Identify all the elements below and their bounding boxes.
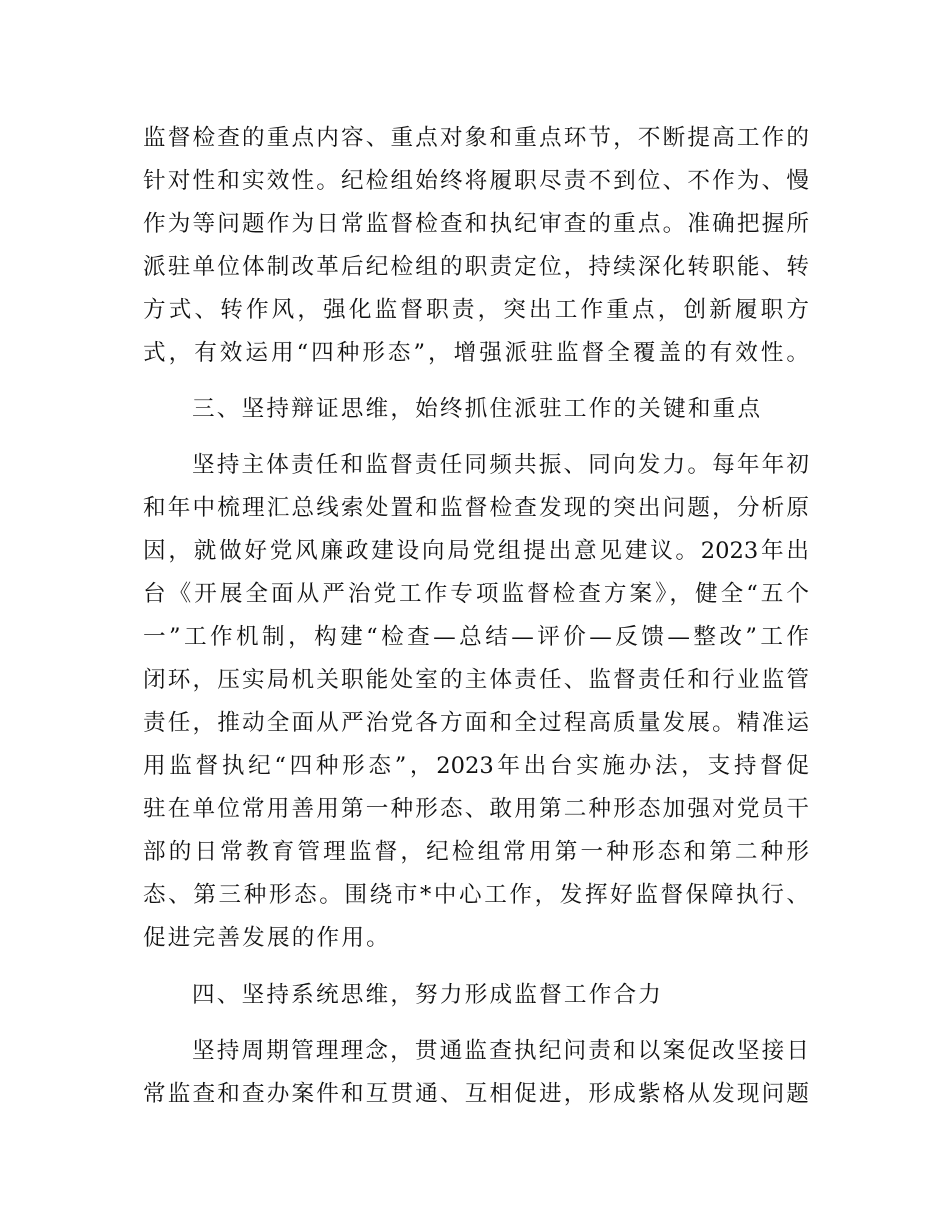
- body-line: 派驻单位体制改革后纪检组的职责定位，持续深化转职能、转: [143, 254, 809, 280]
- body-line: 用监督执纪“四种形态”，2023年出台实施办法，支持督促: [143, 753, 809, 779]
- body-line: 和年中梳理汇总线索处置和监督检查发现的突出问题，分析原: [143, 495, 809, 521]
- section-heading-3: 三、坚持辩证思维，始终抓住派驻工作的关键和重点: [192, 396, 763, 422]
- body-line: 促进完善发展的作用。: [143, 925, 391, 951]
- body-line: 责任，推动全面从严治党各方面和全过程高质量发展。精准运: [143, 710, 809, 736]
- body-line: 式，有效运用“四种形态”，增强派驻监督全覆盖的有效性。: [143, 340, 809, 366]
- body-line: 因，就做好党风廉政建设向局党组提出意见建议。2023年出: [143, 538, 809, 564]
- body-line: 一”工作机制，构建“检查—总结—评价—反馈—整改”工作: [143, 624, 809, 650]
- section-heading-4: 四、坚持系统思维，努力形成监督工作合力: [192, 982, 664, 1008]
- body-line: 闭环，压实局机关职能处室的主体责任、监督责任和行业监管: [143, 667, 809, 693]
- body-line: 针对性和实效性。纪检组始终将履职尽责不到位、不作为、慢: [143, 168, 809, 194]
- body-line: 监督检查的重点内容、重点对象和重点环节，不断提高工作的: [143, 125, 809, 151]
- body-line: 部的日常教育管理监督，纪检组常用第一种形态和第二种形: [143, 839, 809, 865]
- body-line: 坚持主体责任和监督责任同频共振、同向发力。每年年初: [192, 452, 809, 478]
- body-line: 作为等问题作为日常监督检查和执纪审查的重点。准确把握所: [143, 211, 809, 237]
- body-line: 驻在单位常用善用第一种形态、敢用第二种形态加强对党员干: [143, 796, 809, 822]
- body-line: 坚持周期管理理念，贯通监查执纪问责和以案促改坚接日: [192, 1038, 809, 1064]
- body-line: 态、第三种形态。围绕市*中心工作，发挥好监督保障执行、: [143, 882, 809, 908]
- body-line: 方式、转作风，强化监督职责，突出工作重点，创新履职方: [143, 297, 809, 323]
- body-line: 台《开展全面从严治党工作专项监督检查方案》，健全“五个: [143, 581, 809, 607]
- body-line: 常监查和查办案件和互贯通、互相促进，形成紫格从发现问题: [143, 1081, 809, 1107]
